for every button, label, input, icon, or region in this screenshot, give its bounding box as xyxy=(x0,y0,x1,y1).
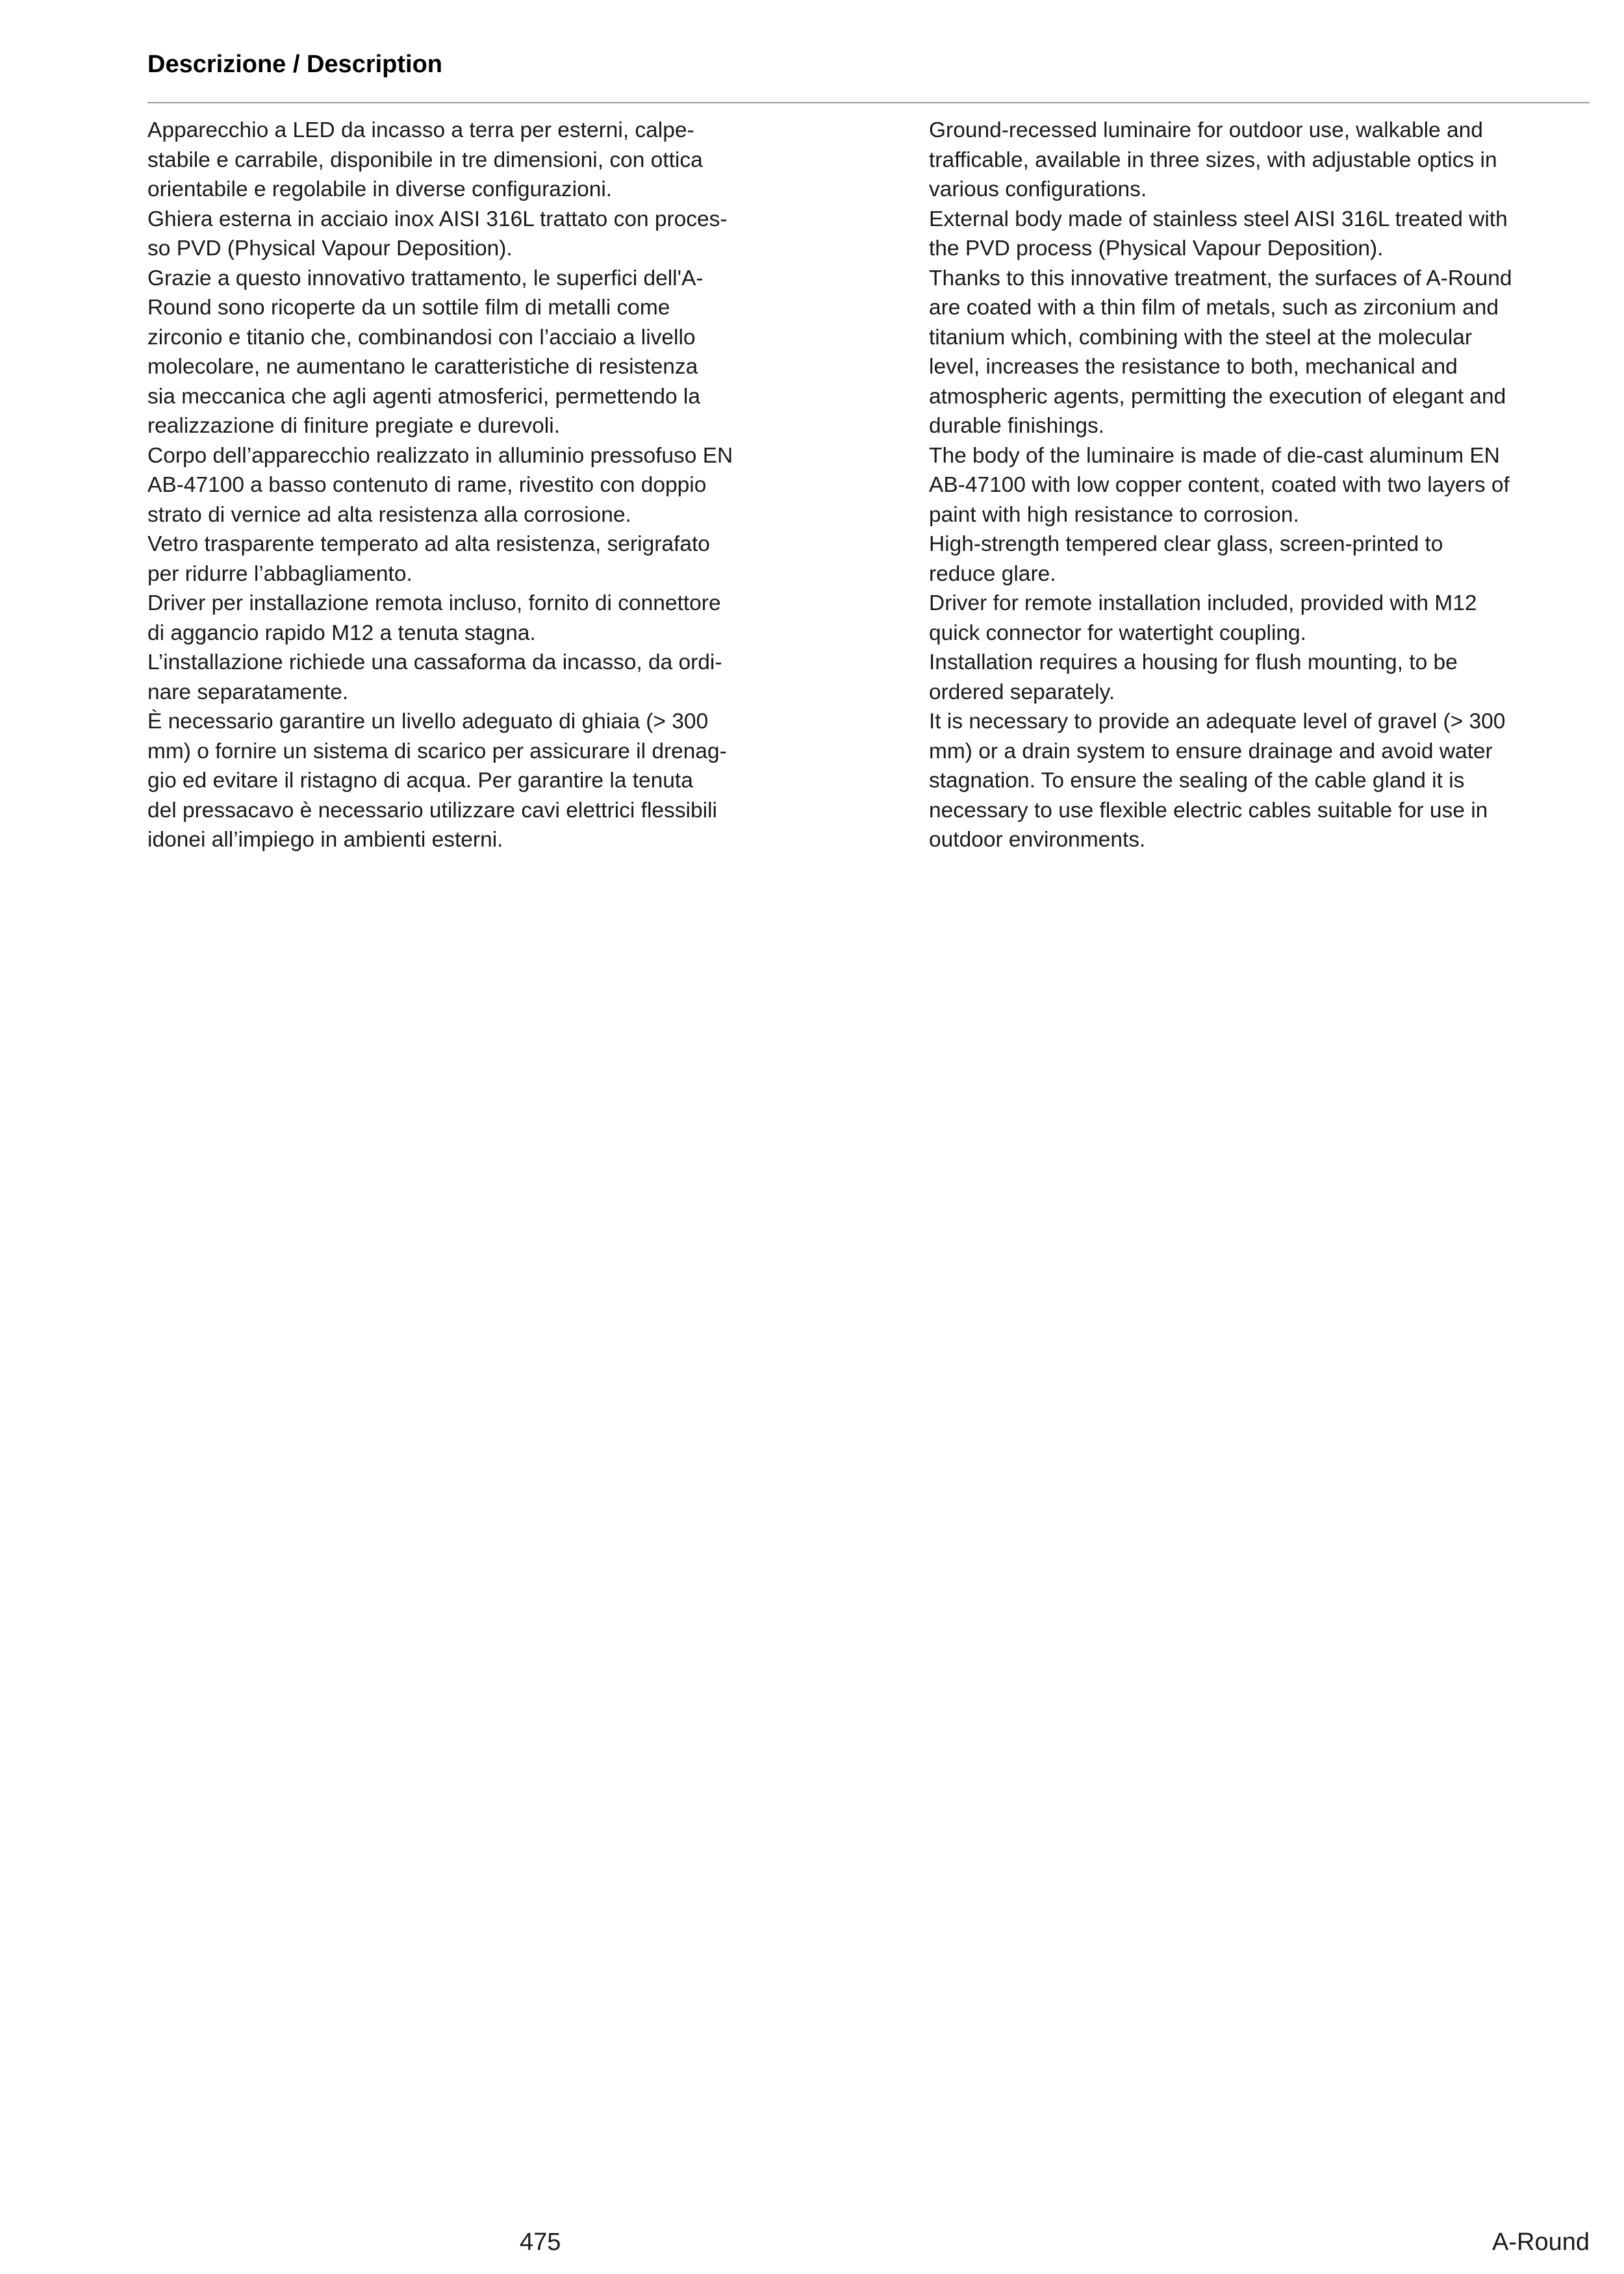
text-line: orientabile e regolabile in diverse configurazioni. xyxy=(147,177,613,201)
text-line: various configurations. xyxy=(929,177,1147,201)
text-line: Grazie a questo innovativo trattamento, le superfici dell'A- xyxy=(147,266,704,290)
text-line: paint with high resistance to corrosion. xyxy=(929,502,1299,527)
description-english xyxy=(929,116,1598,855)
text-line: È necessario garantire un livello adeguato di ghiaia (> 300 xyxy=(147,709,709,734)
heading-divider xyxy=(147,102,1590,103)
text-line: zirconio e titanio che, combinandosi con l’acciaio a livello xyxy=(147,325,696,350)
text-line: quick connector for watertight coupling. xyxy=(929,620,1306,645)
text-line: so PVD (Physical Vapour Deposition). xyxy=(147,236,513,261)
text-line: titanium which, combining with the steel at the molecular xyxy=(929,325,1473,350)
text-line: External body made of stainless steel AISI 316L treated with xyxy=(929,207,1508,231)
text-line: nare separatamente. xyxy=(147,680,349,704)
text-line: L’installazione richiede una cassaforma da incasso, da ordi- xyxy=(147,650,722,674)
text-line: Ground-recessed luminaire for outdoor use, walkable and xyxy=(929,118,1483,142)
text-line: mm) o fornire un sistema di scarico per assicurare il drenag- xyxy=(147,739,727,763)
text-line: per ridurre l’abbagliamento. xyxy=(147,561,412,586)
text-line: durable finishings. xyxy=(929,414,1105,438)
text-line: di aggancio rapido M12 a tenuta stagna. xyxy=(147,620,536,645)
text-line: Round sono ricoperte da un sottile film di metalli come xyxy=(147,296,670,320)
text-line: gio ed evitare il ristagno di acqua. Per garantire la tenuta xyxy=(147,769,693,793)
text-line: idonei all’impiego in ambienti esterni. xyxy=(147,828,503,852)
product-name: A-Round xyxy=(1492,2229,1590,2256)
text-line: Installation requires a housing for flush mounting, to be xyxy=(929,650,1458,674)
text-line: Driver per installazione remota incluso, fornito di connettore xyxy=(147,591,721,615)
text-line: atmospheric agents, permitting the execution of elegant and xyxy=(929,384,1506,409)
text-line: the PVD process (Physical Vapour Deposition). xyxy=(929,236,1384,261)
text-line: Apparecchio a LED da incasso a terra per esterni, calpe- xyxy=(147,118,694,142)
text-line: trafficable, available in three sizes, with adjustable optics in xyxy=(929,147,1497,172)
text-line: sia meccanica che agli agenti atmosferici, permettendo la xyxy=(147,384,700,409)
text-line: Vetro trasparente temperato ad alta resistenza, serigrafato xyxy=(147,532,710,556)
text-line: The body of the luminaire is made of die-cast aluminum EN xyxy=(929,443,1500,468)
page-title: Descrizione / Description xyxy=(147,51,443,78)
text-line: Thanks to this innovative treatment, the surfaces of A-Round xyxy=(929,266,1512,290)
text-line: ordered separately. xyxy=(929,680,1115,704)
text-line: Driver for remote installation included, provided with M12 xyxy=(929,591,1477,615)
text-line: realizzazione di finiture pregiate e durevoli. xyxy=(147,414,560,438)
text-line: High-strength tempered clear glass, screen-printed to xyxy=(929,532,1443,556)
text-line: AB-47100 with low copper content, coated with two layers of xyxy=(929,473,1510,497)
text-line: necessary to use flexible electric cables suitable for use in xyxy=(929,798,1488,823)
page-number: 475 xyxy=(520,2229,561,2256)
text-line: del pressacavo è necessario utilizzare cavi elettrici flessibili xyxy=(147,798,717,823)
text-line: Ghiera esterna in acciaio inox AISI 316L trattato con proces- xyxy=(147,207,728,231)
text-line: molecolare, ne aumentano le caratteristiche di resistenza xyxy=(147,355,698,379)
text-line: Corpo dell’apparecchio realizzato in alluminio pressofuso EN xyxy=(147,443,733,468)
text-line: stabile e carrabile, disponibile in tre dimensioni, con ottica xyxy=(147,147,703,172)
text-line: level, increases the resistance to both, mechanical and xyxy=(929,355,1458,379)
description-italian xyxy=(147,116,823,855)
text-line: reduce glare. xyxy=(929,561,1056,586)
text-line: are coated with a thin film of metals, such as zirconium and xyxy=(929,296,1499,320)
text-line: mm) or a drain system to ensure drainage and avoid water xyxy=(929,739,1493,763)
text-line: It is necessary to provide an adequate level of gravel (> 300 xyxy=(929,709,1506,734)
text-line: stagnation. To ensure the sealing of the cable gland it is xyxy=(929,769,1465,793)
text-line: AB-47100 a basso contenuto di rame, rivestito con doppio xyxy=(147,473,707,497)
text-line: strato di vernice ad alta resistenza alla corrosione. xyxy=(147,502,631,527)
text-line: outdoor environments. xyxy=(929,828,1146,852)
